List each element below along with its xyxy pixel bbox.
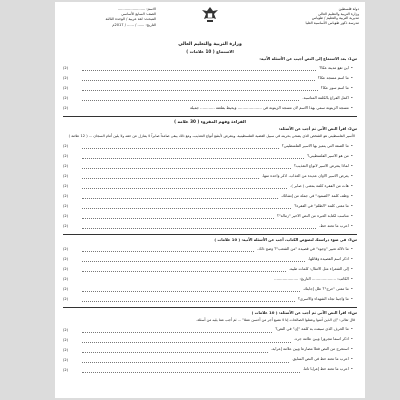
- exam-header: [55, 2, 365, 42]
- mark-label: (2): [63, 277, 69, 282]
- mark-label: (2): [63, 287, 69, 292]
- mark-label: (2): [63, 327, 69, 332]
- answer-line[interactable]: [82, 75, 315, 81]
- grammar-passage: قال تعالى: "إن الذين آمنوا وعملوا الصالحات إنا لا نضيع أجر من أحسن عملا" ... ثم أجب عما يليه من أسئلة.: [196, 317, 355, 322]
- directorate-line: مديرية التربية والتعليم / طوباس: [311, 16, 359, 21]
- list-item: • أعرب ما تحته خط. (2): [63, 222, 353, 228]
- listening-heading: الاستماع ( 10 علامات ): [186, 49, 234, 55]
- mark-label: (2): [63, 203, 69, 208]
- list-item: • ما الصفة التي يتميز بها الأسير الفلسطيني؟ (2): [63, 142, 353, 148]
- grammar-items: [55, 325, 365, 375]
- country-line: دولة فلسطين: [338, 7, 359, 11]
- answer-line[interactable]: [82, 223, 316, 229]
- exam-sheet: [55, 2, 365, 398]
- list-item: • الكاتب: .................... التاريخ: .................... (2): [63, 275, 353, 282]
- mark-label: (2): [63, 66, 69, 71]
- mark-label: (2): [63, 297, 69, 302]
- reading-passage: الأسير الفلسطيني هو الشخص الذي يضحي بحريته في سبيل القضية الفلسطينية، ويتعرض لأبشع أنواع التعذيب، ومع ذلك يبقى صامداً صابراً لا يتنازل عن حقه ولا يلين أمام السجان ... ( 12 علامة ): [68, 133, 355, 138]
- answer-line[interactable]: [82, 203, 291, 209]
- texts-heading: س3: في ضوء دراستك لنصوص الكتاب، أجب عن الأسئلة الآتية: ( 10 علامات ): [214, 236, 357, 242]
- answer-line[interactable]: [82, 286, 300, 292]
- mark-label: (2): [63, 106, 69, 111]
- list-item: • ما دلالة تعبير "وجوه" في قصيدة "من الشعب"؟ وضح ذلك. (2): [63, 245, 353, 252]
- answer-line[interactable]: [82, 183, 287, 189]
- date-field[interactable]: التاريخ: ...... / ...... / 2017م: [112, 22, 156, 27]
- mark-label: (2): [63, 163, 69, 168]
- mark-label: (2): [63, 96, 69, 101]
- answer-line[interactable]: [82, 367, 300, 373]
- grammar-question: س4: اقرأ النص الآتي ثم أجب عن الأسئلة: ( 10 علامات ): [251, 310, 357, 316]
- list-item: • وظف كلمة "الصمود" في جملة من إنشائك. (2): [63, 192, 353, 198]
- mark-label: (2): [63, 76, 69, 81]
- mark-label: (2): [63, 193, 69, 198]
- answer-line[interactable]: [82, 163, 291, 169]
- list-item: • لماذا يتعرض الأسير لأنواع التعذيب؟ (2): [63, 162, 353, 168]
- mark-label: (2): [63, 357, 69, 362]
- list-item: • استخرج من النص فعلاً مضارعاً وبين علامة إعرابه. (2): [63, 346, 353, 352]
- answer-line[interactable]: [82, 347, 268, 353]
- mark-label: (2): [63, 267, 69, 272]
- mark-label: (2): [63, 173, 69, 178]
- answer-line[interactable]: [82, 256, 305, 262]
- answer-line[interactable]: [82, 357, 289, 363]
- answer-line[interactable]: [82, 213, 274, 219]
- answer-line[interactable]: [82, 337, 291, 343]
- list-item: • أعرب ما تحته خط في النص السابق. (2): [63, 356, 353, 362]
- list-item: • أذكر اسماً مجروراً وبين علامة جره. (2): [63, 336, 353, 342]
- section-divider: [63, 307, 357, 308]
- student-name-field[interactable]: الاسم: ........................: [117, 7, 156, 11]
- answer-line[interactable]: [82, 95, 299, 101]
- listening-question: س1: بعد الاستماع إلى النص أجيب عن الأسئلة الآتية:: [259, 56, 357, 62]
- section-divider: [63, 234, 357, 235]
- answer-line[interactable]: [82, 193, 278, 199]
- list-item: • هات من الفقرة كلمة بمعنى ( صابر ). (2): [63, 182, 353, 188]
- subject-line: المبحث: لغة عربية / الوحدة الثالثة: [105, 17, 156, 22]
- list-item: • أكمل الفراغ بالكلمة المناسبة. (2): [63, 95, 353, 101]
- list-item: • ما واجبنا تجاه الشهداء والأسرى؟ (2): [63, 295, 353, 302]
- answer-line[interactable]: [82, 246, 254, 252]
- answer-line[interactable]: [82, 327, 272, 333]
- list-item: • ما اسم مسجد عكا؟ (2): [63, 75, 353, 81]
- mark-label: (2): [63, 247, 69, 252]
- list-item: • أين تقع مدينة عكا؟ (2): [63, 65, 353, 71]
- reading-heading: القراءة وفهم المقروء ( 30 علامة ): [174, 119, 246, 125]
- mark-label: (2): [63, 223, 69, 228]
- texts-items: [55, 244, 365, 304]
- mark-label: (2): [63, 183, 69, 188]
- ministry-line: وزارة التربية والتعليم العالي: [317, 11, 359, 16]
- answer-line[interactable]: [82, 143, 279, 149]
- answer-line[interactable]: [82, 65, 316, 71]
- mark-label: (2): [63, 337, 69, 342]
- mark-label: (2): [63, 257, 69, 262]
- mark-label: (2): [63, 213, 69, 218]
- mark-label: (2): [63, 347, 69, 352]
- mark-label: (2): [63, 86, 69, 91]
- list-item: • إلى الشعراء مثل الأمثال: كلمات طيبة. (2): [63, 265, 353, 272]
- reading-question: س2: اقرأ النص الآتي ثم أجب عن الأسئلة:: [278, 126, 357, 132]
- answer-line[interactable]: [82, 85, 318, 91]
- answer-line[interactable]: [82, 296, 295, 302]
- answer-line[interactable]: [82, 173, 259, 179]
- list-item: • من هو الأسير الفلسطيني؟ (2): [63, 152, 353, 158]
- mark-label: (2): [63, 143, 69, 148]
- mark-label: (2): [63, 367, 69, 372]
- student-info: [61, 7, 156, 28]
- school-info: [264, 7, 359, 26]
- list-item: • اذكر اسم القصيدة وقائلها. (2): [63, 255, 353, 262]
- school-line: مدرسة ذكور طوباس الأساسية العليا: [305, 21, 359, 26]
- list-item: • ما معنى كلمة "الظلم" في الفقرة؟ (2): [63, 202, 353, 208]
- answer-line[interactable]: [82, 266, 286, 272]
- list-item: • يعرض الأسير الأوان عديدة من العذاب، اذكر واحدة منها. (2): [63, 172, 353, 178]
- ministry-title: وزارة التربية والتعليم العالي: [178, 42, 242, 47]
- grade-line: الصف: السابع الأساسي: [121, 12, 156, 17]
- listening-items: [55, 63, 365, 113]
- list-item: • مناسب لكتابة العبرة من النص الأخير "زمالة"؟ (2): [63, 212, 353, 218]
- list-item: • ما الحرف الذي سبقت به كلمة "إن" في النص؟ (2): [63, 326, 353, 332]
- list-item: • ما اسم سور عكا؟ (2): [63, 85, 353, 91]
- mark-label: (2): [63, 153, 69, 158]
- list-item: • مسجد الزيتونة سمي بهذا الاسم لأن مسجد الزيتونة في .................... ويحيط بقلعته ............ جميلة (2): [63, 105, 353, 111]
- reading-items: [55, 141, 365, 231]
- list-item: • ما معنى "حرج"؟ علل إجابتك. (2): [63, 285, 353, 292]
- answer-line[interactable]: [82, 153, 304, 159]
- palestine-eagle-emblem-icon: [200, 5, 220, 25]
- list-item: • أعرب ما تحته خط إعراباً تاماً. (2): [63, 366, 353, 372]
- section-divider: [63, 116, 357, 117]
